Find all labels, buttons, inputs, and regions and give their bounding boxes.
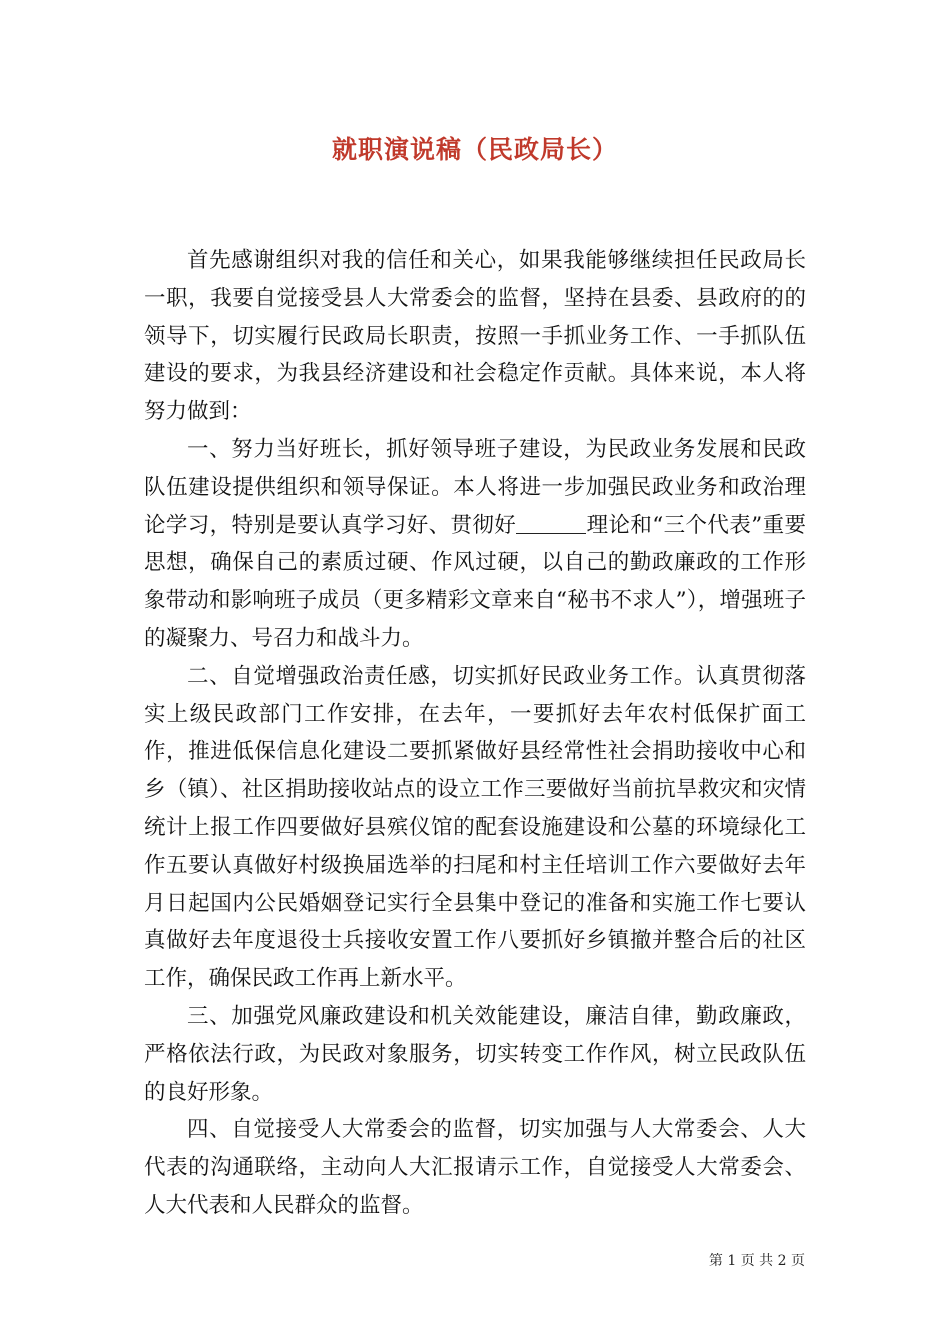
paragraph-point-three (144, 998, 806, 1111)
paragraph-point-two (144, 658, 806, 998)
paragraph-point-two-text: 二、自觉增强政治责任感，切实抓好民政业务工作。认真贯彻落实上级民政部门工作安排，在去年，一要抓好去年农村低保扩面工作，推进低保信息化建设二要抓紧做好县经常性社会捐助接收中心和乡（镇）、社区捐助接收站点的设立工作三要做好当前抗旱救灾和灾情统计上报工作四要做好县殡仪馆的配套设施建设和公墓的环境绿化工作五要认真做好村级换届选举的扫尾和村主任培训工作六要做好去年月日起国内公民婚姻登记实行全县集中登记的准备和实施工作七要认真做好去年度退役士兵接收安置工作八要抓好乡镇撤并整合后的社区工作，确保民政工作再上新水平。 (144, 663, 806, 992)
paragraph-point-one-text-after: 理论和“三个代表”重要思想，确保自己的素质过硬、作风过硬，以自己的勤政廉政的工作形象带动和影响班子成员（更多精彩文章来自“秘书不求人”），增强班子的凝聚力、号召力和战斗力。 (144, 512, 806, 651)
blank-underline (516, 511, 586, 534)
document-title: 就职演说稿（民政局长） (331, 135, 618, 164)
paragraph-point-one (144, 431, 806, 658)
paragraph-point-one-text-before: 一、努力当好班长，抓好领导班子建设，为民政业务发展和民政队伍建设提供组织和领导保证。本人将进一步加强民政业务和政治理论学习，特别是要认真学习好、贯彻好 (144, 436, 806, 538)
paragraph-point-three-text: 三、加强党风廉政建设和机关效能建设，廉洁自律，勤政廉政，严格依法行政，为民政对象服务，切实转变工作作风，树立民政队伍的良好形象。 (144, 1003, 806, 1105)
paragraph-intro (144, 242, 806, 431)
page-number: 第 1 页 共 2 页 (708, 1253, 805, 1269)
paragraph-point-four-text: 四、自觉接受人大常委会的监督，切实加强与人大常委会、人大代表的沟通联络，主动向人大汇报请示工作，自觉接受人大常委会、人大代表和人民群众的监督。 (144, 1117, 806, 1218)
paragraph-point-four (144, 1111, 806, 1224)
document-body (144, 242, 806, 1225)
paragraph-intro-text: 首先感谢组织对我的信任和关心，如果我能够继续担任民政局长一职，我要自觉接受县人大常委会的监督，坚持在县委、县政府的的领导下，切实履行民政局长职责，按照一手抓业务工作、一手抓队伍建设的要求，为我县经济建设和社会稳定作贡献。具体来说，本人将努力做到： (144, 248, 806, 425)
